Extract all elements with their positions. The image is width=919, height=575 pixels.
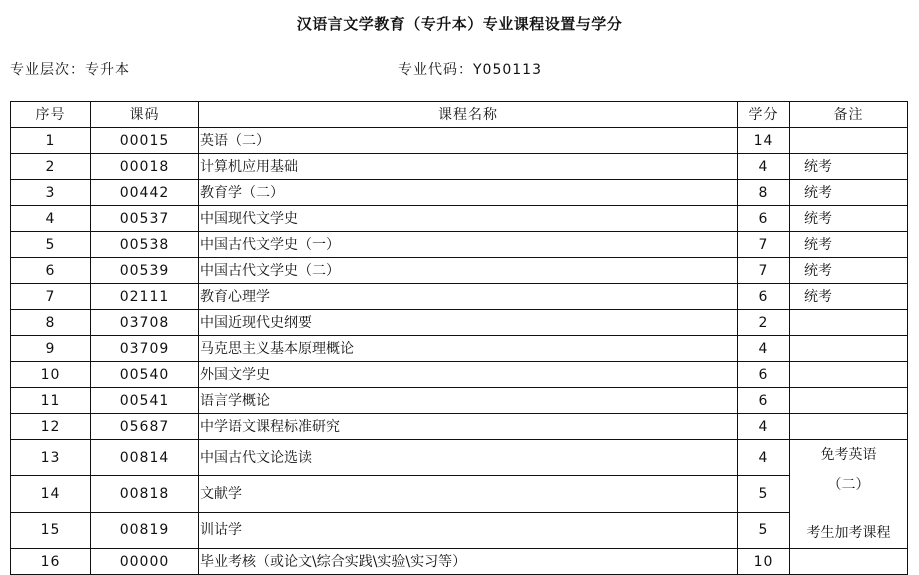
cell-credit: 4 xyxy=(738,414,790,440)
cell-no: 1 xyxy=(11,128,91,154)
cell-note: 统考 xyxy=(790,154,908,180)
cell-name: 语言学概论 xyxy=(199,388,738,414)
cell-code: 00541 xyxy=(91,388,199,414)
table-row xyxy=(11,476,908,512)
table-row xyxy=(11,388,908,414)
cell-no: 12 xyxy=(11,414,91,440)
cell-credit: 7 xyxy=(738,232,790,258)
cell-credit: 2 xyxy=(738,310,790,336)
cell-code: 00015 xyxy=(91,128,199,154)
cell-code: 00814 xyxy=(91,440,199,476)
major-code: 专业代码：Y050113 xyxy=(398,62,542,78)
cell-name: 训诂学 xyxy=(199,512,738,548)
table-row xyxy=(11,362,908,388)
cell-code: 00018 xyxy=(91,154,199,180)
cell-note xyxy=(790,128,908,154)
header-credit: 学分 xyxy=(738,102,790,128)
cell-note: 统考 xyxy=(790,180,908,206)
cell-name: 中国古代文论选读 xyxy=(199,440,738,476)
course-table xyxy=(10,101,908,575)
cell-no: 6 xyxy=(11,258,91,284)
cell-no: 10 xyxy=(11,362,91,388)
cell-credit: 8 xyxy=(738,180,790,206)
table-row xyxy=(11,258,908,284)
table-row xyxy=(11,128,908,154)
table-row xyxy=(11,440,908,476)
cell-note xyxy=(790,414,908,440)
cell-credit: 6 xyxy=(738,206,790,232)
merged-note-line-3: 考生加考课程 xyxy=(806,525,891,541)
cell-credit: 6 xyxy=(738,388,790,414)
table-header-row xyxy=(11,102,908,128)
cell-code: 00537 xyxy=(91,206,199,232)
major-level: 专业层次：专升本 xyxy=(10,62,130,78)
cell-code: 00540 xyxy=(91,362,199,388)
cell-no: 3 xyxy=(11,180,91,206)
cell-note: 统考 xyxy=(790,206,908,232)
cell-name: 中国现代文学史 xyxy=(199,206,738,232)
header-note: 备注 xyxy=(790,102,908,128)
cell-name: 毕业考核（或论文\综合实践\实验\实习等） xyxy=(199,549,738,575)
cell-note: 统考 xyxy=(790,258,908,284)
cell-code: 00818 xyxy=(91,476,199,512)
table-row xyxy=(11,336,908,362)
cell-no: 5 xyxy=(11,232,91,258)
cell-name: 教育学（二） xyxy=(199,180,738,206)
table-row xyxy=(11,414,908,440)
cell-code: 00442 xyxy=(91,180,199,206)
header-name: 课程名称 xyxy=(199,102,738,128)
cell-credit: 6 xyxy=(738,284,790,310)
cell-no: 9 xyxy=(11,336,91,362)
cell-note xyxy=(790,388,908,414)
cell-code: 03708 xyxy=(91,310,199,336)
cell-name: 中国近现代史纲要 xyxy=(199,310,738,336)
cell-note xyxy=(790,336,908,362)
merged-note-cell xyxy=(790,440,908,549)
cell-credit: 4 xyxy=(738,440,790,476)
merged-note-line-2: （二） xyxy=(827,477,870,493)
cell-note xyxy=(790,310,908,336)
table-row xyxy=(11,310,908,336)
cell-code: 03709 xyxy=(91,336,199,362)
cell-no: 16 xyxy=(11,549,91,575)
cell-credit: 7 xyxy=(738,258,790,284)
cell-name: 英语（二） xyxy=(199,128,738,154)
cell-name: 马克思主义基本原理概论 xyxy=(199,336,738,362)
table-row xyxy=(11,180,908,206)
cell-no: 8 xyxy=(11,310,91,336)
cell-name: 教育心理学 xyxy=(199,284,738,310)
document-title: 汉语言文学教育（专升本）专业课程设置与学分 xyxy=(296,15,623,33)
table-row xyxy=(11,232,908,258)
table-row xyxy=(11,206,908,232)
cell-name: 中国古代文学史（一） xyxy=(199,232,738,258)
cell-no: 11 xyxy=(11,388,91,414)
cell-no: 14 xyxy=(11,476,91,512)
cell-credit: 5 xyxy=(738,512,790,548)
cell-no: 13 xyxy=(11,440,91,476)
cell-name: 外国文学史 xyxy=(199,362,738,388)
cell-code: 00539 xyxy=(91,258,199,284)
header-code: 课码 xyxy=(91,102,199,128)
cell-name: 文献学 xyxy=(199,476,738,512)
cell-name: 中学语文课程标准研究 xyxy=(199,414,738,440)
cell-credit: 4 xyxy=(738,154,790,180)
cell-no: 7 xyxy=(11,284,91,310)
cell-name: 中国古代文学史（二） xyxy=(199,258,738,284)
header-no: 序号 xyxy=(11,102,91,128)
cell-credit: 14 xyxy=(738,128,790,154)
cell-note: 统考 xyxy=(790,232,908,258)
cell-name: 计算机应用基础 xyxy=(199,154,738,180)
cell-code: 00000 xyxy=(91,549,199,575)
cell-no: 2 xyxy=(11,154,91,180)
cell-credit: 5 xyxy=(738,476,790,512)
cell-credit: 4 xyxy=(738,336,790,362)
cell-note xyxy=(790,362,908,388)
cell-credit: 10 xyxy=(738,549,790,575)
merged-note-line-1: 免考英语 xyxy=(820,447,877,463)
table-row xyxy=(11,154,908,180)
table-row xyxy=(11,549,908,575)
cell-no: 4 xyxy=(11,206,91,232)
cell-code: 00538 xyxy=(91,232,199,258)
cell-note xyxy=(790,549,908,575)
cell-code: 00819 xyxy=(91,512,199,548)
table-row xyxy=(11,512,908,548)
table-row xyxy=(11,284,908,310)
cell-no: 15 xyxy=(11,512,91,548)
cell-code: 05687 xyxy=(91,414,199,440)
cell-note: 统考 xyxy=(790,284,908,310)
cell-code: 02111 xyxy=(91,284,199,310)
cell-credit: 6 xyxy=(738,362,790,388)
